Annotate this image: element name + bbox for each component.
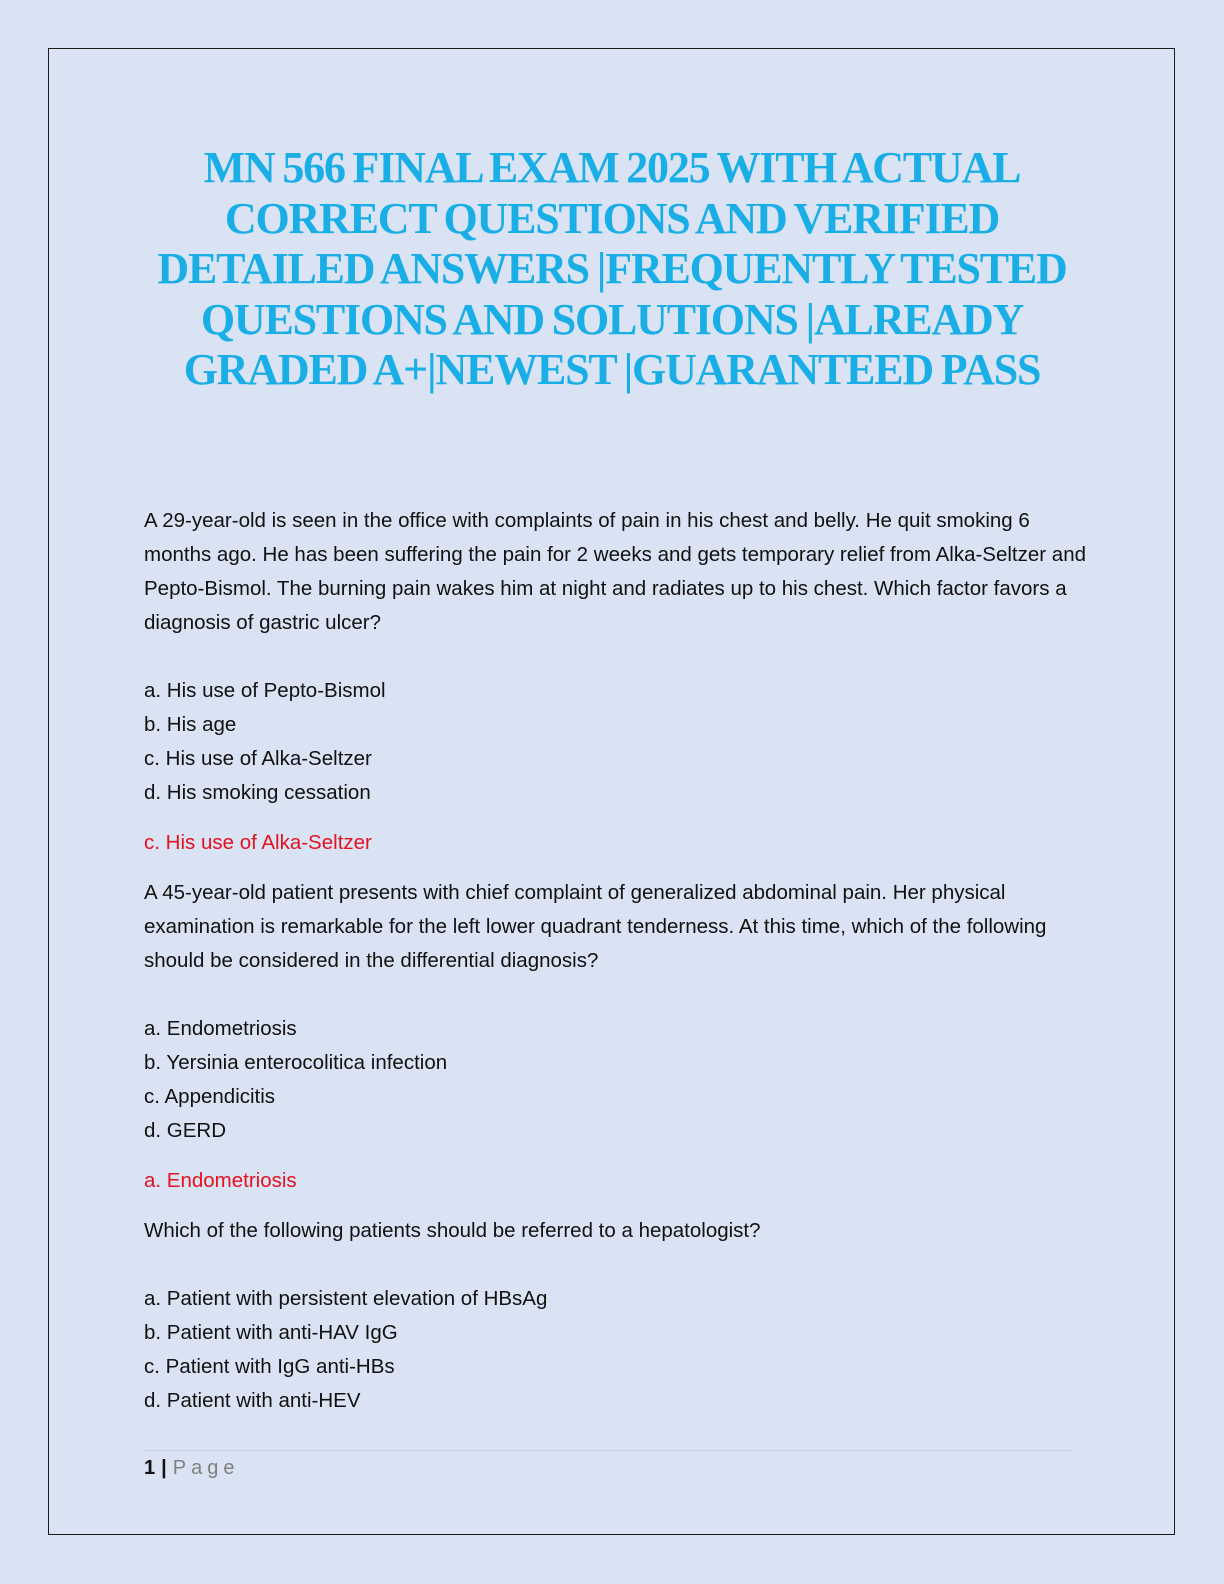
question-2: [144, 876, 1094, 1198]
option-d: d. GERD: [144, 1119, 227, 1142]
question-1: [144, 504, 1094, 860]
correct-answer: a. Endometriosis: [144, 1169, 297, 1192]
option-list: [144, 674, 1094, 810]
page-footer: [144, 1455, 239, 1481]
option-d: d. Patient with anti-HEV: [144, 1389, 361, 1412]
question-text: Which of the following patients should be referred to a hepatologist?: [144, 1219, 761, 1242]
option-b: b. Yersinia enterocolitica infection: [144, 1051, 448, 1074]
question-text: A 29-year-old is seen in the office with complaints of pain in his chest and belly. He quit smoking 6 months ago. He has been suffering the pain for 2 weeks and gets temporary relief from Alka-Seltzer and Pepto-Bismol. The burning pain wakes him at night and radiates up to his chest. Which factor favors a diagnosis of gastric ulcer?: [144, 509, 1086, 634]
option-a: a. Endometriosis: [144, 1017, 297, 1040]
footer-separator: |: [161, 1457, 167, 1479]
option-list: [144, 1282, 1094, 1418]
option-a: a. His use of Pepto-Bismol: [144, 679, 386, 702]
option-c: c. Patient with IgG anti-HBs: [144, 1355, 395, 1378]
question-3: [144, 1214, 1094, 1418]
correct-answer: c. His use of Alka-Seltzer: [144, 831, 372, 854]
option-c: c. His use of Alka-Seltzer: [144, 747, 372, 770]
option-b: b. Patient with anti-HAV IgG: [144, 1321, 398, 1344]
option-d: d. His smoking cessation: [144, 781, 371, 804]
option-list: [144, 1012, 1094, 1148]
page-number: 1: [144, 1457, 156, 1479]
option-a: a. Patient with persistent elevation of HBsAg: [144, 1287, 548, 1310]
document-title: MN 566 FINAL EXAM 2025 WITH ACTUAL CORRECT QUESTIONS AND VERIFIED DETAILED ANSWERS |FREQUENTLY TESTED QUESTIONS AND SOLUTIONS |ALREADY GRADED A+|NEWEST |GUARANTEED PASS: [157, 143, 1067, 394]
document-body: [144, 504, 1094, 1418]
option-c: c. Appendicitis: [144, 1085, 276, 1108]
option-b: b. His age: [144, 713, 237, 736]
page-label: Page: [172, 1457, 240, 1479]
footer-divider: [144, 1450, 1072, 1451]
question-text: A 45-year-old patient presents with chief complaint of generalized abdominal pain. Her physical examination is remarkable for the left lower quadrant tenderness. At this time, which of the following should be considered in the differential diagnosis?: [144, 881, 1047, 972]
